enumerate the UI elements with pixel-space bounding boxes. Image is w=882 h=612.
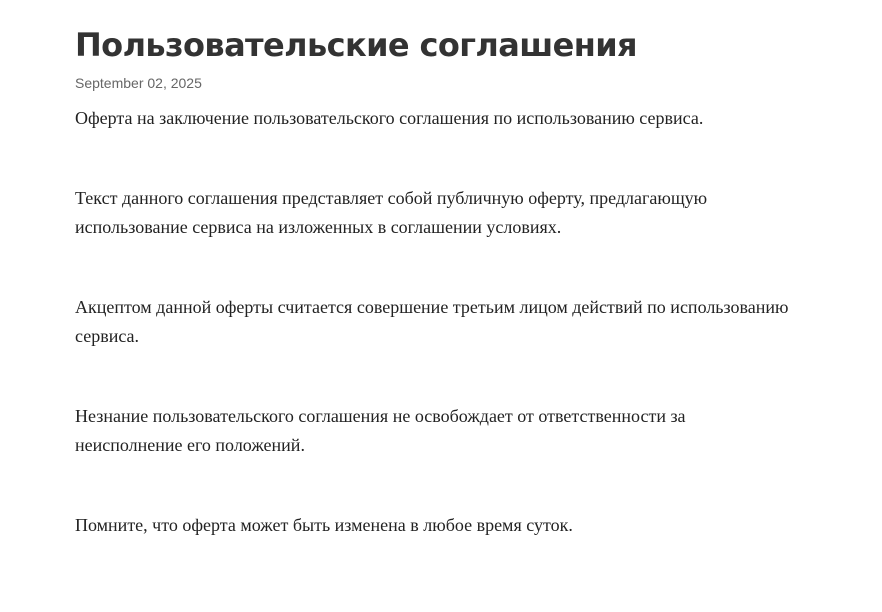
paragraph: Незнание пользовательского соглашения не освобождает от ответственности за неисполнение его положений. <box>75 406 686 455</box>
page-title: Пользовательские соглашения <box>75 26 638 64</box>
paragraph: Помните, что оферта может быть изменена в любое время суток. <box>75 515 573 535</box>
paragraph: Оферта на заключение пользовательского соглашения по использованию сервиса. <box>75 108 704 128</box>
paragraph: Акцептом данной оферты считается совершение третьим лицом действий по использованию сервиса. <box>75 297 789 346</box>
publish-date: September 02, 2025 <box>75 75 202 91</box>
paragraph: Текст данного соглашения представляет собой публичную оферту, предлагающую использование сервиса на изложенных в соглашении условиях. <box>75 188 708 237</box>
article-body <box>75 104 795 540</box>
